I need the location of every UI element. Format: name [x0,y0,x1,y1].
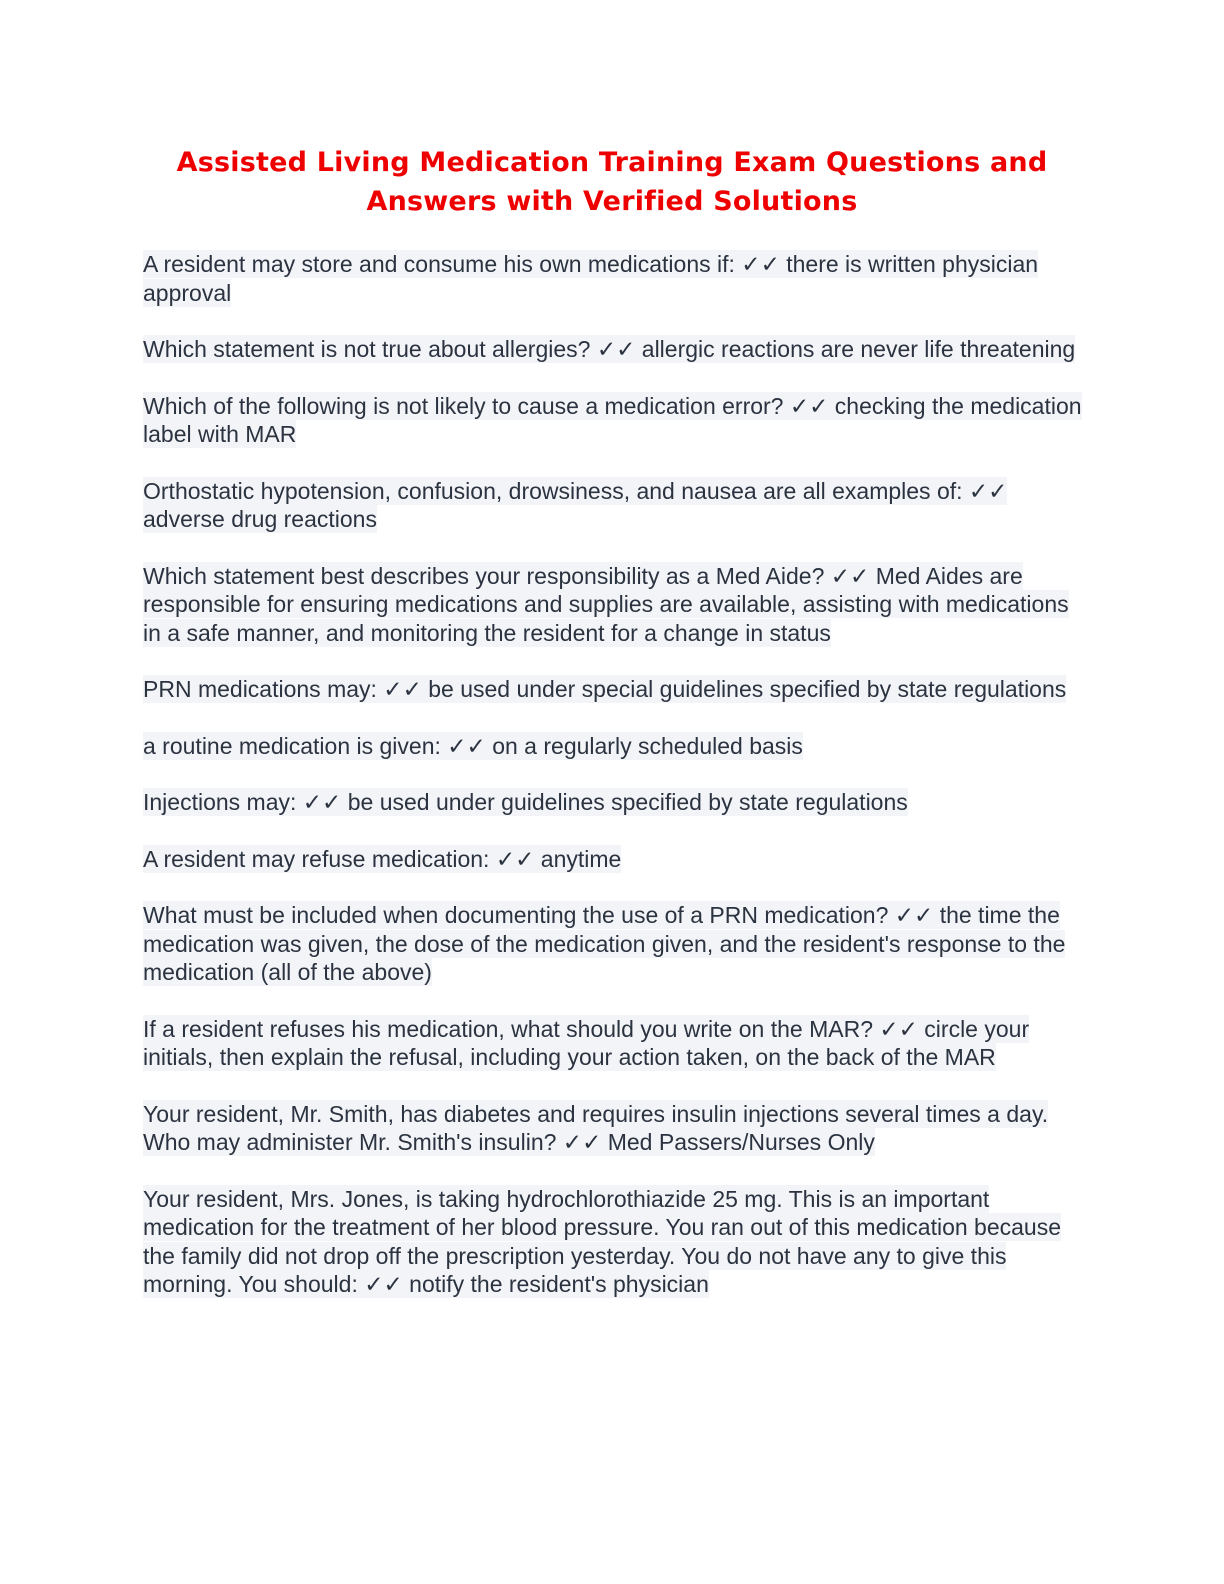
qa-text: a routine medication is given: ✓✓ on a regularly scheduled basis [143,732,803,759]
qa-item [143,1100,1083,1157]
qa-list [143,250,1083,1327]
qa-text: What must be included when documenting the use of a PRN medication? ✓✓ the time the medication was given, the dose of the medication given, and the resident's response to the medication (all of the above) [143,902,1066,985]
qa-text: A resident may refuse medication: ✓✓ anytime [143,845,622,872]
document-title: Assisted Living Medication Training Exam Questions and Answers with Verified Solutions [176,147,1048,217]
qa-text: PRN medications may: ✓✓ be used under special guidelines specified by state regulations [143,676,1067,702]
qa-text: Which statement best describes your responsibility as a Med Aide? ✓✓ Med Aides are responsible for ensuring medications and supplies are available, assisting with medications in a safe manner, and monitoring the resident for a change in status [143,562,1069,646]
qa-item [143,250,1083,307]
qa-item [143,788,1083,817]
qa-text: Your resident, Mr. Smith, has diabetes and requires insulin injections several times a day. Who may administer Mr. Smith's insulin? ✓✓ Med Passers/Nurses Only [143,1100,1049,1155]
qa-text: Orthostatic hypotension, confusion, drowsiness, and nausea are all examples of: ✓✓ adverse drug reactions [143,477,1008,532]
qa-item [143,1185,1083,1299]
qa-text: A resident may store and consume his own medications if: ✓✓ there is written physician approval [143,251,1039,306]
qa-text: Your resident, Mrs. Jones, is taking hydrochlorothiazide 25 mg. This is an important medication for the treatment of her blood pressure. You ran out of this medication because the family did not drop off the prescription yesterday. You do not have any to give this morning. You should: ✓✓ notify the resident's physician [143,1185,1062,1297]
qa-text: Which of the following is not likely to cause a medication error? ✓✓ checking the medication label with MAR [143,392,1082,447]
qa-text: Injections may: ✓✓ be used under guidelines specified by state regulations [143,789,908,815]
qa-item [143,845,1083,874]
qa-item [143,477,1083,534]
qa-item [143,1015,1083,1072]
qa-item [143,562,1083,648]
qa-item [143,901,1083,987]
qa-item [143,675,1083,704]
qa-item [143,335,1083,364]
qa-item [143,732,1083,761]
qa-item [143,392,1083,449]
qa-text: Which statement is not true about allergies? ✓✓ allergic reactions are never life threatening [143,336,1076,362]
qa-text: If a resident refuses his medication, what should you write on the MAR? ✓✓ circle your initials, then explain the refusal, including your action taken, on the back of the MAR [143,1015,1030,1070]
